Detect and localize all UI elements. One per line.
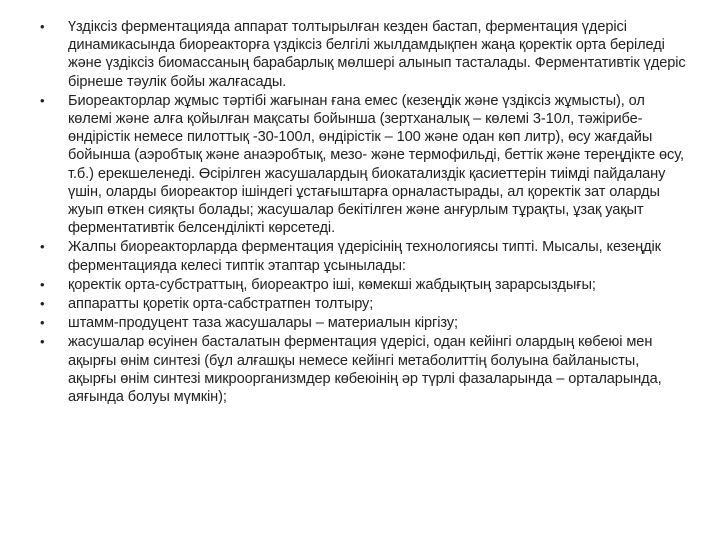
bullet-icon: • (40, 239, 45, 255)
bullet-text: қоректік орта-субстраттың, биореактро іші, көмекші жабдықтың зарарсыздығы; (68, 276, 596, 293)
bullet-icon: • (40, 276, 45, 292)
list-item (36, 333, 686, 406)
list-item (36, 92, 686, 238)
bullet-text: аппаратты қоретік орта-сабстратпен толтыру; (68, 296, 374, 313)
bullet-icon: • (40, 296, 45, 312)
list-item (36, 238, 686, 274)
bullet-text: жасушалар өсуінен басталатын ферментация үдерісі, одан кейінгі олардың көбеюі мен ақырғы өнім синтезі (бұл алғашқы немесе кейінгі метаболиттің болуына байланысты, ақырғы өнім синтезі микроорганизмдер көбеюінің әр түрлі фазаларында – орталарында, аяғында болуы мүмкін); (68, 334, 662, 406)
list-item (36, 314, 686, 332)
bullet-icon: • (40, 315, 45, 331)
bullet-icon: • (40, 334, 45, 350)
bullet-icon: • (40, 19, 45, 34)
bullet-list (36, 18, 686, 406)
list-item (36, 18, 686, 91)
bullet-text: Биореакторлар жұмыс тәртібі жағынан ғана емес (кезеңдік және үздіксіз жұмысты), ол көлемі және алға қойылған мақсаты бойынша (зертханалық – көлемі 3-10л, тәжірибе-өндірістік немесе пилоттық -30-100л, өндірістік – 100 және одан көп литр), өсу жағдайы бойынша (аэробтық және анаэробтық, мезо- және термофильді, беттік және тереңдікте өсу, т.б.) ерекшеленеді. Өсірілген жасушалардың биокатализдік қасиеттерін тиімді пайдалану үшін, оларды биореактор ішіндегі ұстағыштарға орналастырады, ал қоректік зат оларды жуып өткен сияқты болады; жасушалар бекітілген және анғурлым тұрақты, ұзақ уақыт ферментативтік белсенділікті көрсетеді. (68, 92, 684, 237)
bullet-text: штамм-продуцент таза жасушалары – материалын кіргізу; (68, 315, 458, 332)
bullet-text: Жалпы биореакторларда ферментация үдерісінің технологиясы типті. Мысалы, кезеңдік ферментацияда келесі типтік этаптар ұсынылады: (68, 239, 661, 274)
bullet-icon: • (40, 92, 45, 108)
list-item (36, 295, 686, 313)
bullet-text: Үздіксіз ферментацияда аппарат толтырылған кезден бастап, ферментация үдерісі динамикасында биореакторға үздіксіз белгілі жылдамдықпен жаңа қоректік орта беріледі және үздіксіз биомассаның барабарлық мөлшері алынып тасталады. Ферментативтік үдеріс бірнеше тәулік бойы жалғасады. (68, 19, 686, 90)
list-item (36, 276, 686, 294)
